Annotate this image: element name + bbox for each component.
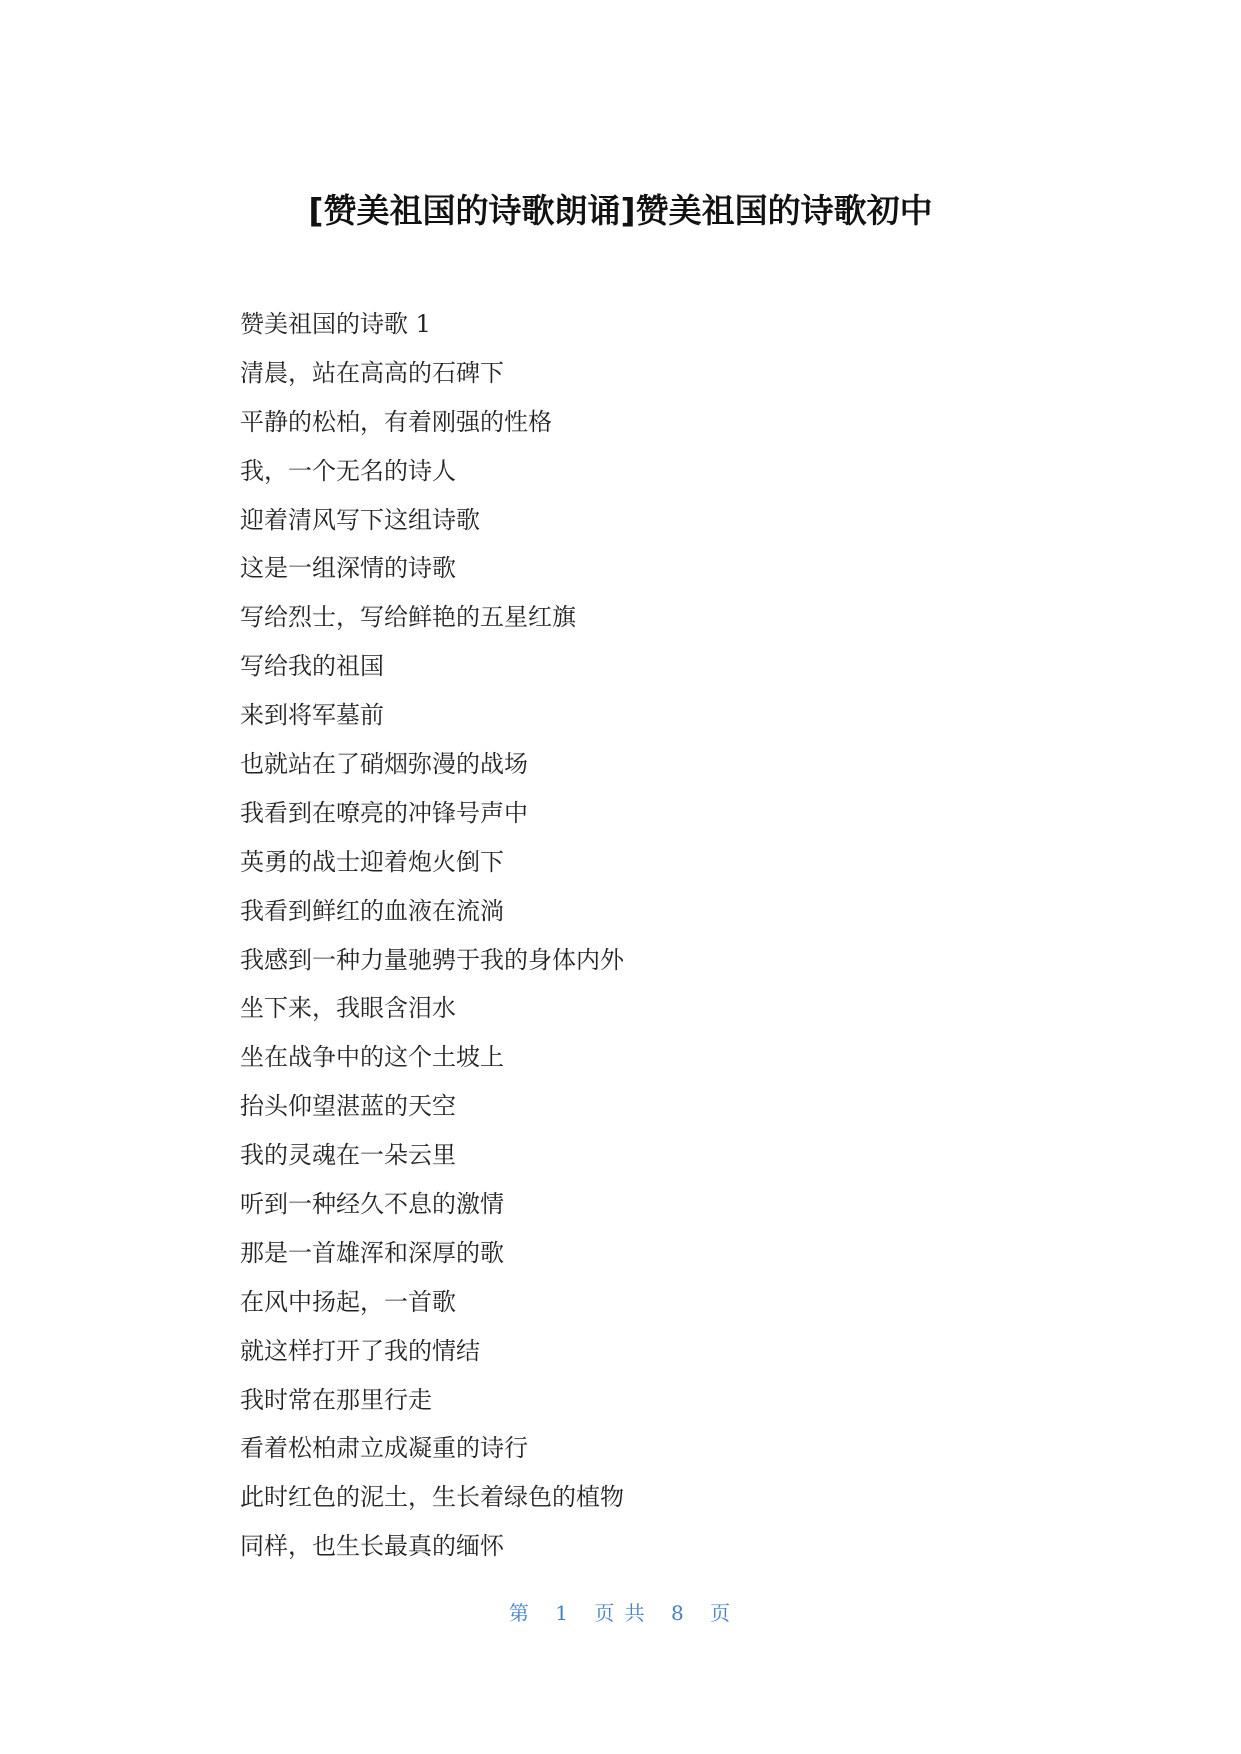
poem-line: 这是一组深情的诗歌 — [240, 554, 456, 583]
poem-line: 看着松柏肃立成凝重的诗行 — [240, 1434, 528, 1463]
poem-line: 同样，也生长最真的缅怀 — [240, 1532, 504, 1561]
poem-line: 我看到在嘹亮的冲锋号声中 — [240, 798, 528, 827]
footer-current-page: 1 — [555, 1601, 570, 1625]
poem-line: 那是一首雄浑和深厚的歌 — [240, 1238, 504, 1267]
footer-label-pages: 页 — [710, 1601, 733, 1625]
poem-line: 也就站在了硝烟弥漫的战场 — [240, 750, 528, 779]
poem-line: 坐在战争中的这个土坡上 — [240, 1043, 504, 1072]
poem-body — [240, 300, 1060, 1571]
poem-line: 平静的松柏，有着刚强的性格 — [240, 407, 552, 436]
poem-line: 在风中扬起，一首歌 — [240, 1287, 456, 1316]
page-number-footer — [0, 1598, 1241, 1628]
footer-label-of: 页 共 — [594, 1601, 647, 1625]
poem-line: 抬头仰望湛蓝的天空 — [240, 1092, 456, 1121]
poem-line: 我，一个无名的诗人 — [240, 456, 456, 485]
footer-total-pages: 8 — [671, 1601, 686, 1625]
document-title: [赞美祖国的诗歌朗诵]赞美祖国的诗歌初中 — [308, 191, 933, 230]
poem-line: 写给我的祖国 — [240, 652, 384, 681]
poem-line: 就这样打开了我的情结 — [240, 1336, 480, 1365]
poem-line: 我时常在那里行走 — [240, 1385, 432, 1414]
poem-line: 迎着清风写下这组诗歌 — [240, 505, 480, 534]
poem-line: 写给烈士，写给鲜艳的五星红旗 — [240, 603, 576, 632]
footer-label-page: 第 — [508, 1601, 531, 1625]
poem-line: 来到将军墓前 — [240, 701, 384, 730]
poem-line: 清晨，站在高高的石碑下 — [240, 358, 504, 387]
poem-line: 赞美祖国的诗歌 1 — [240, 310, 431, 338]
poem-line: 此时红色的泥土，生长着绿色的植物 — [240, 1483, 624, 1512]
poem-line: 我的灵魂在一朵云里 — [240, 1141, 456, 1170]
poem-line: 听到一种经久不息的激情 — [240, 1190, 504, 1219]
poem-line: 坐下来，我眼含泪水 — [240, 994, 456, 1023]
poem-line: 我看到鲜红的血液在流淌 — [240, 896, 504, 925]
poem-line: 英勇的战士迎着炮火倒下 — [240, 847, 504, 876]
poem-line: 我感到一种力量驰骋于我的身体内外 — [240, 945, 624, 974]
